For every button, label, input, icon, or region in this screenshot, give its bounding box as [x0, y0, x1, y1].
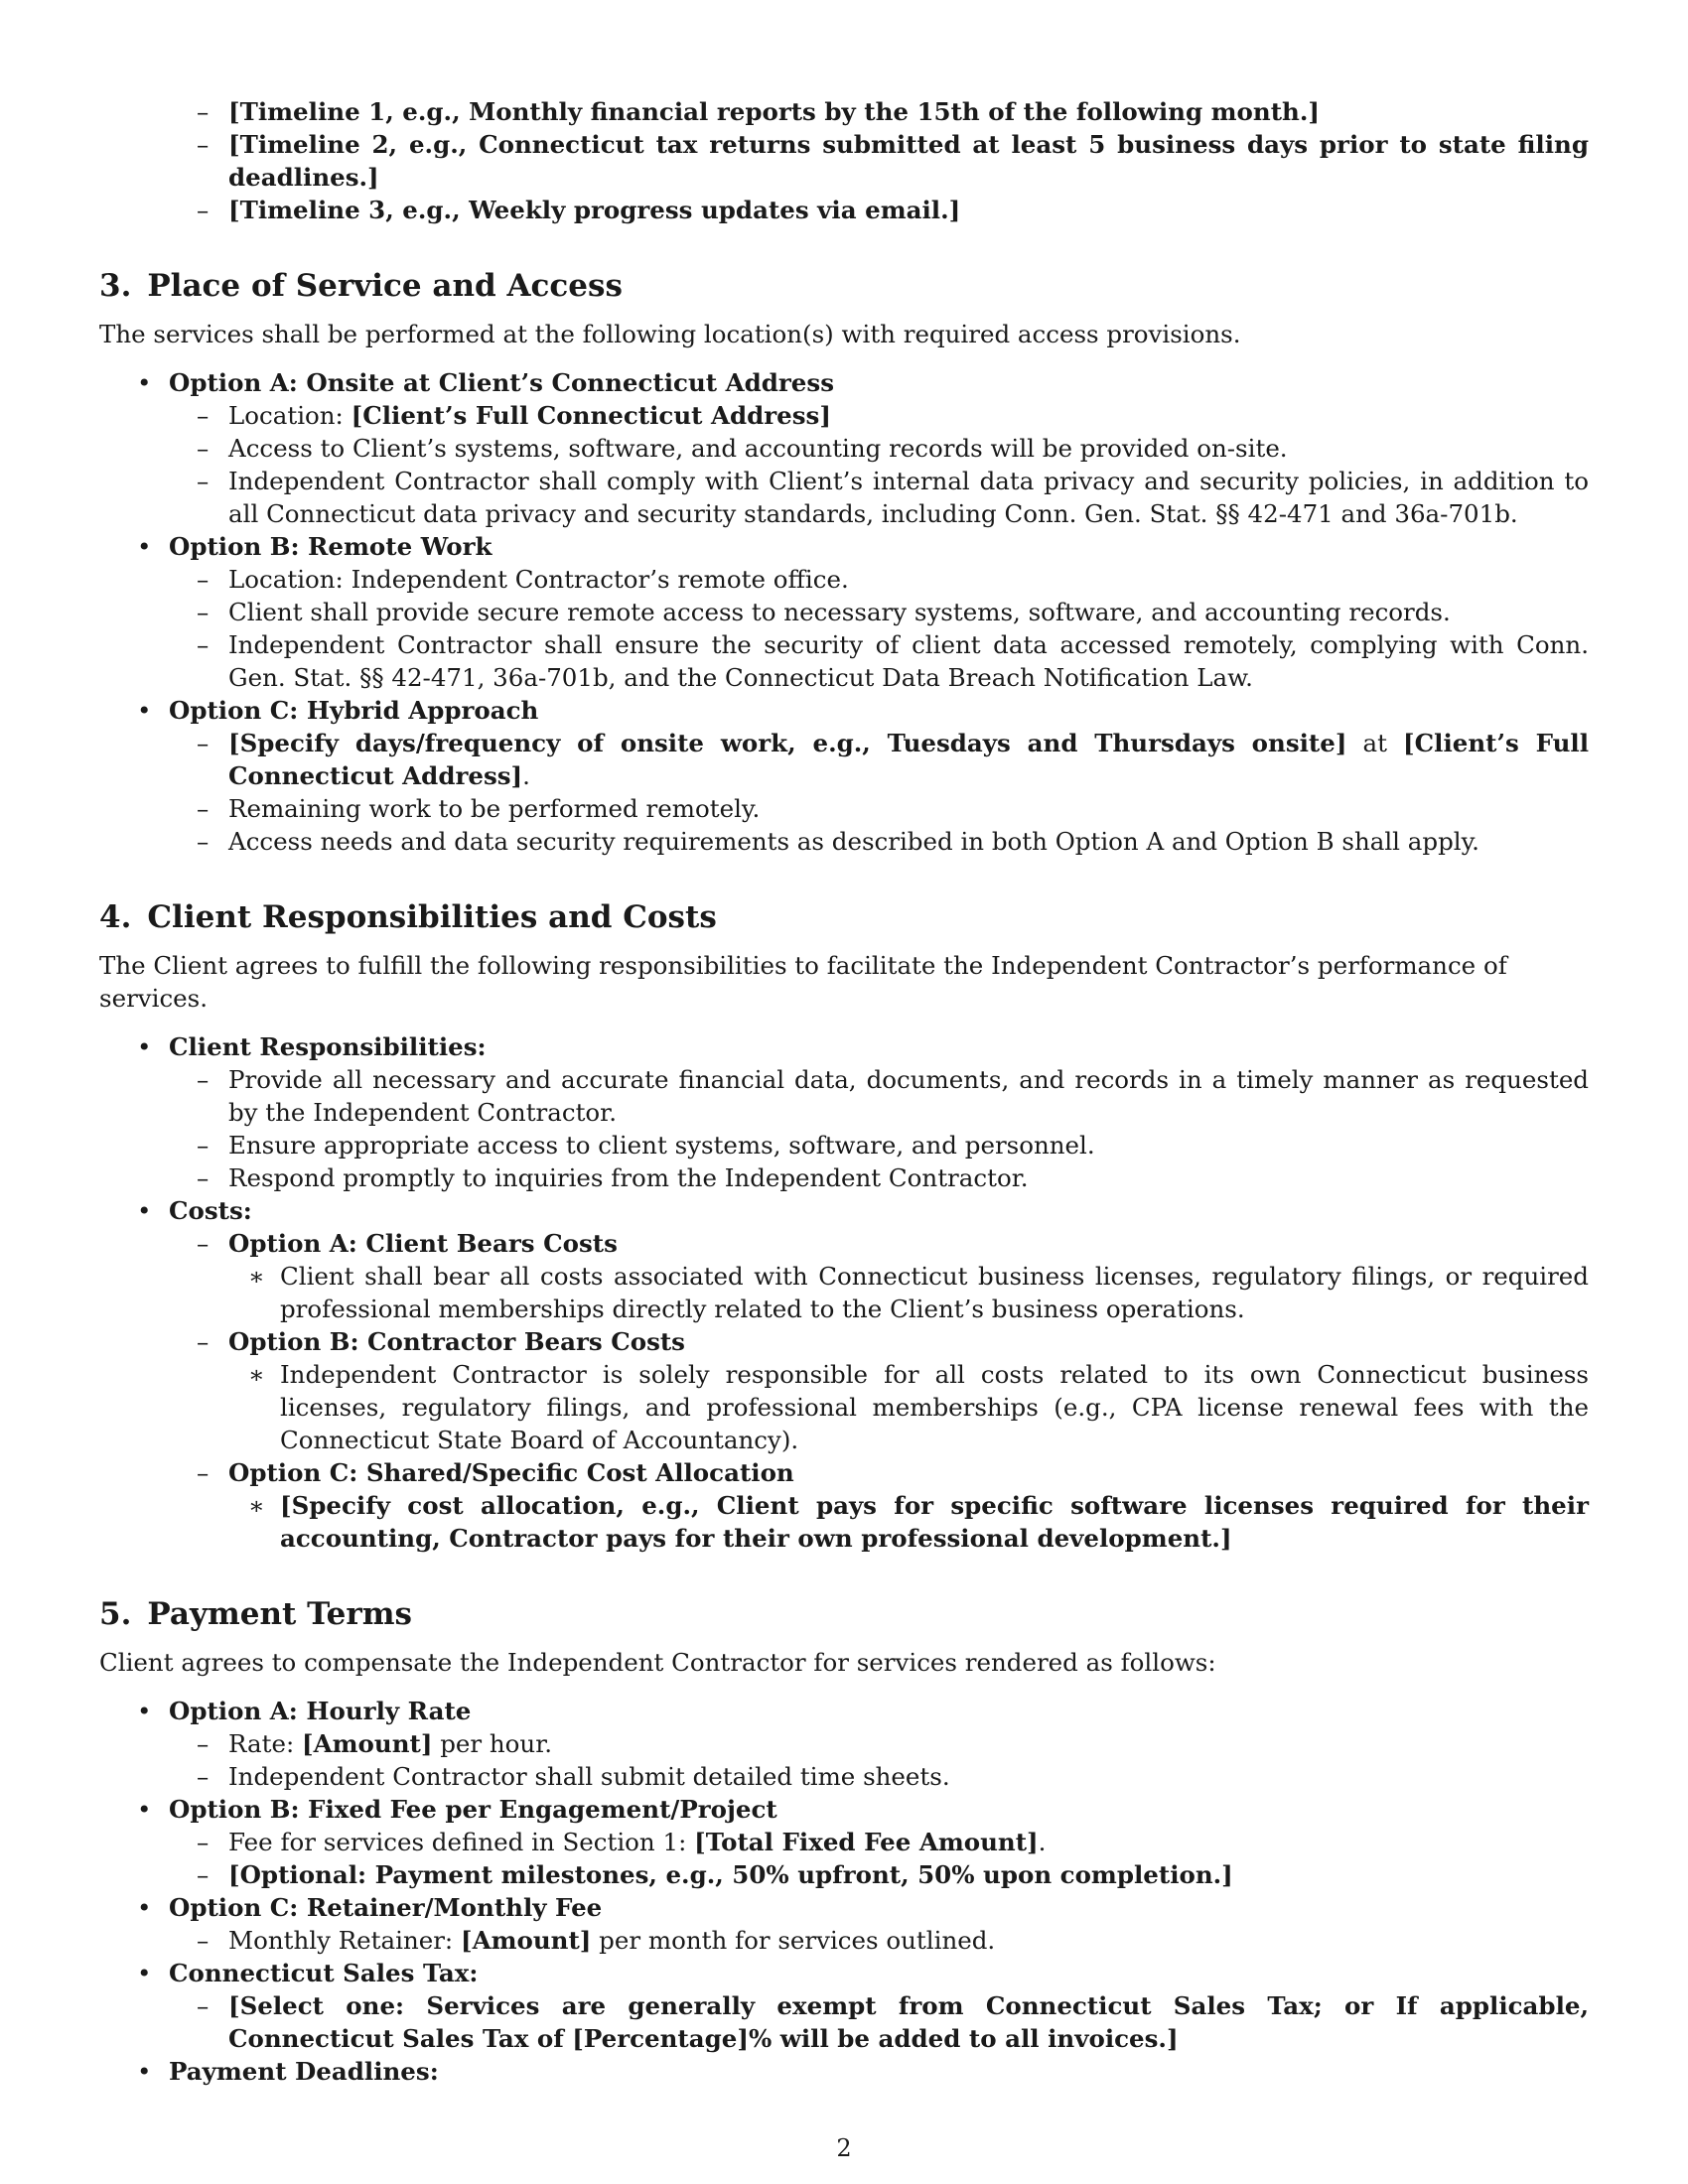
page-number: 2 [836, 2134, 852, 2162]
payment-deadlines: • Payment Deadlines: [137, 2057, 439, 2086]
section-4-heading: 4. Client Responsibilities and Costs [99, 899, 717, 935]
option-a-onsite: • Option A: Onsite at Client’s Connecticut Address [137, 368, 834, 397]
connecticut-sales-tax: • Connecticut Sales Tax: [137, 1959, 479, 1987]
list-item: ∗ [Specify cost allocation, e.g., Client pays for specific software licenses required for their accounting, Contractor pays for their own professional development.] [248, 1491, 1589, 1553]
list-item: ∗ Client shall bear all costs associated with Connecticut business licenses, regulatory filings, or required professional memberships directly related to the Client’s business operations. [248, 1262, 1589, 1323]
client-responsibilities: • Client Responsibilities: [137, 1032, 487, 1061]
timeline-item: – [Timeline 3, e.g., Weekly progress updates via email.] [197, 196, 961, 224]
timeline-item: – [Timeline 1, e.g., Monthly financial reports by the 15th of the following month.] [197, 97, 1320, 126]
cost-option-c: – Option C: Shared/Specific Cost Allocation [197, 1458, 794, 1487]
list-item: – Respond promptly to inquiries from the Independent Contractor. [197, 1163, 1029, 1192]
payment-option-a: • Option A: Hourly Rate [137, 1697, 472, 1725]
list-item: – Client shall provide secure remote access to necessary systems, software, and accounting records. [197, 598, 1451, 626]
option-c-hybrid: • Option C: Hybrid Approach [137, 696, 539, 725]
list-item: – Independent Contractor shall ensure the security of client data accessed remotely, complying with Conn. Gen. Stat. §§ 42-471, 36a-701b, and the Connecticut Data Breach Notification Law. [197, 630, 1589, 692]
list-item: ∗ Independent Contractor is solely responsible for all costs related to its own Connecticut business licenses, regulatory filings, and professional memberships (e.g., CPA license renewal fees with the Connecticut State Board of Accountancy). [248, 1360, 1589, 1454]
section-3-heading: 3. Place of Service and Access [99, 268, 623, 304]
list-item: – Provide all necessary and accurate financial data, documents, and records in a timely manner as requested by the Independent Contractor. [197, 1065, 1589, 1127]
list-item: – Rate: [Amount] per hour. [197, 1729, 553, 1758]
cost-option-a: – Option A: Client Bears Costs [197, 1229, 618, 1258]
list-item: – Monthly Retainer: [Amount] per month for services outlined. [197, 1926, 996, 1955]
list-item: – Access to Client’s systems, software, and accounting records will be provided on-site. [197, 434, 1288, 463]
section-3-intro: The services shall be performed at the following location(s) with required access provisions. [99, 320, 1241, 348]
list-item: – [Specify days/frequency of onsite work, e.g., Tuesdays and Thursdays onsite] at [Client’s Full Connecticut Address]. [197, 729, 1589, 790]
list-item: – Remaining work to be performed remotely. [197, 794, 761, 823]
list-item: – Fee for services defined in Section 1: [Total Fixed Fee Amount]. [197, 1828, 1047, 1856]
section-5-intro: Client agrees to compensate the Independent Contractor for services rendered as follows: [99, 1648, 1216, 1677]
costs: • Costs: [137, 1196, 252, 1225]
list-item: – Independent Contractor shall submit detailed time sheets. [197, 1762, 950, 1791]
list-item: – Ensure appropriate access to client systems, software, and personnel. [197, 1131, 1095, 1160]
list-item: – Location: [Client’s Full Connecticut Address] [197, 401, 831, 430]
cost-option-b: – Option B: Contractor Bears Costs [197, 1327, 685, 1356]
section-5-heading: 5. Payment Terms [99, 1596, 412, 1632]
payment-option-c: • Option C: Retainer/Monthly Fee [137, 1893, 603, 1922]
list-item: – Independent Contractor shall comply with Client’s internal data privacy and security policies, in addition to all Connecticut data privacy and security standards, including Conn. Gen. Stat. §§ 42-471 and 36a-701b. [197, 467, 1589, 528]
list-item: – Access needs and data security requirements as described in both Option A and Option B shall apply. [197, 827, 1479, 856]
page-content [99, 95, 1589, 2088]
option-b-remote: • Option B: Remote Work [137, 532, 492, 561]
list-item: – Location: Independent Contractor’s remote office. [197, 565, 849, 594]
list-item: – [Optional: Payment milestones, e.g., 50% upfront, 50% upon completion.] [197, 1860, 1233, 1889]
timeline-item: – [Timeline 2, e.g., Connecticut tax returns submitted at least 5 business days prior to state filing deadlines.] [197, 130, 1589, 192]
list-item: – [Select one: Services are generally exempt from Connecticut Sales Tax; or If applicable, Connecticut Sales Tax of [Percentage]% will be added to all invoices.] [197, 1991, 1589, 2053]
section-4-intro: The Client agrees to fulfill the following responsibilities to facilitate the Independent Contractor’s performance of services. [99, 951, 1507, 1013]
payment-option-b: • Option B: Fixed Fee per Engagement/Project [137, 1795, 777, 1824]
